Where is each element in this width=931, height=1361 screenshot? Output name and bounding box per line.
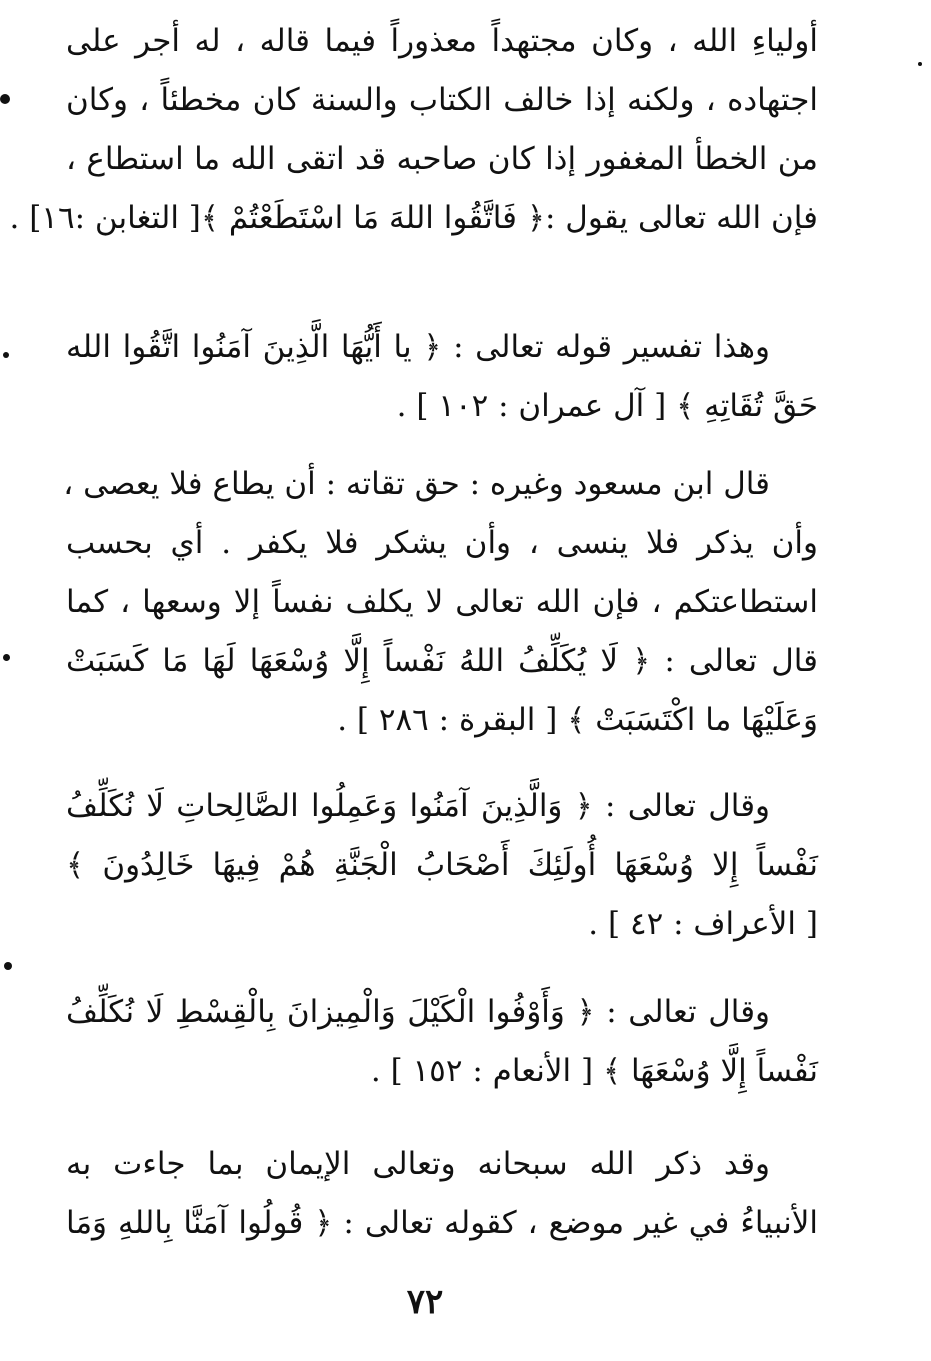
paragraph-1 [9,12,818,248]
text-line: نَفْساً إِلا وُسْعَهَا أُولَئِكَ أَصْحَابُ الْجَنَّةِ هُمْ فِيهَا خَالِدُونَ ﴾ [66,847,818,883]
scan-mark [3,654,10,661]
text-line: من الخطأ المغفور إذا كان صاحبه قد اتقى الله ما استطاع ، [66,141,818,177]
page-number: ٧٢ [406,1282,444,1322]
text-line: وأن يذكر فلا ينسى ، وأن يشكر فلا يكفر . أي بحسب [66,525,818,561]
text-line: الأنبياءُ في غير موضع ، كقوله تعالى : ﴿ قُولُوا آمَنَّا بِاللهِ وَمَا [66,1205,818,1241]
text-line: استطاعتكم ، فإن الله تعالى لا يكلف نفساً إلا وسعها ، كما [66,584,818,620]
text-line: أولياءِ الله ، وكان مجتهداً معذوراً فيما قاله ، له أجر على [66,23,818,59]
paragraph-4 [66,777,818,954]
paragraph-5 [66,983,818,1101]
text-line: قال ابن مسعود وغيره : حق تقاته : أن يطاع فلا يعصى ، [63,466,770,502]
text-line: حَقَّ تُقَاتِهِ ﴾ [ آل عمران : ١٠٢ ] . [396,388,818,424]
text-line: نَفْساً إِلَّا وُسْعَهَا ﴾ [ الأنعام : ١٥٢ ] . [370,1053,818,1089]
text-line: فإن الله تعالى يقول :﴿ فَاتَّقُوا اللهَ مَا اسْتَطَعْتُمْ ﴾[ التغابن :١٦] . [9,200,818,236]
scan-mark [918,62,922,66]
paragraph-3 [63,455,818,750]
scan-mark [4,962,12,970]
text-line: قال تعالى : ﴿ لَا يُكَلِّفُ اللهُ نَفْساً إِلَّا وُسْعَهَا لَهَا مَا كَسَبَتْ [66,643,818,679]
paragraph-2 [66,318,818,436]
text-line: وقال تعالى : ﴿ وَأَوْفُوا الْكَيْلَ وَالْمِيزانَ بِالْقِسْطِ لَا نُكَلِّفُ [66,994,770,1030]
text-line: وهذا تفسير قوله تعالى : ﴿ يا أَيُّهَا الَّذِينَ آمَنُوا اتَّقُوا الله [66,329,770,365]
text-line: [ الأعراف : ٤٢ ] . [588,906,818,942]
scan-mark [3,352,9,358]
text-line: اجتهاده ، ولكنه إذا خالف الكتاب والسنة كان مخطئاً ، وكان [66,82,818,118]
text-line: وَعَلَيْهَا ما اكْتَسَبَتْ ﴾ [ البقرة : ٢٨٦ ] . [337,702,818,738]
paragraph-6 [66,1135,818,1253]
text-line: وقال تعالى : ﴿ وَالَّذِينَ آمَنُوا وَعَمِلُوا الصَّالِحاتِ لَا نُكَلِّفُ [66,788,770,824]
scan-mark [0,94,10,104]
text-line: وقد ذكر الله سبحانه وتعالى الإيمان بما جاءت به [66,1146,770,1182]
